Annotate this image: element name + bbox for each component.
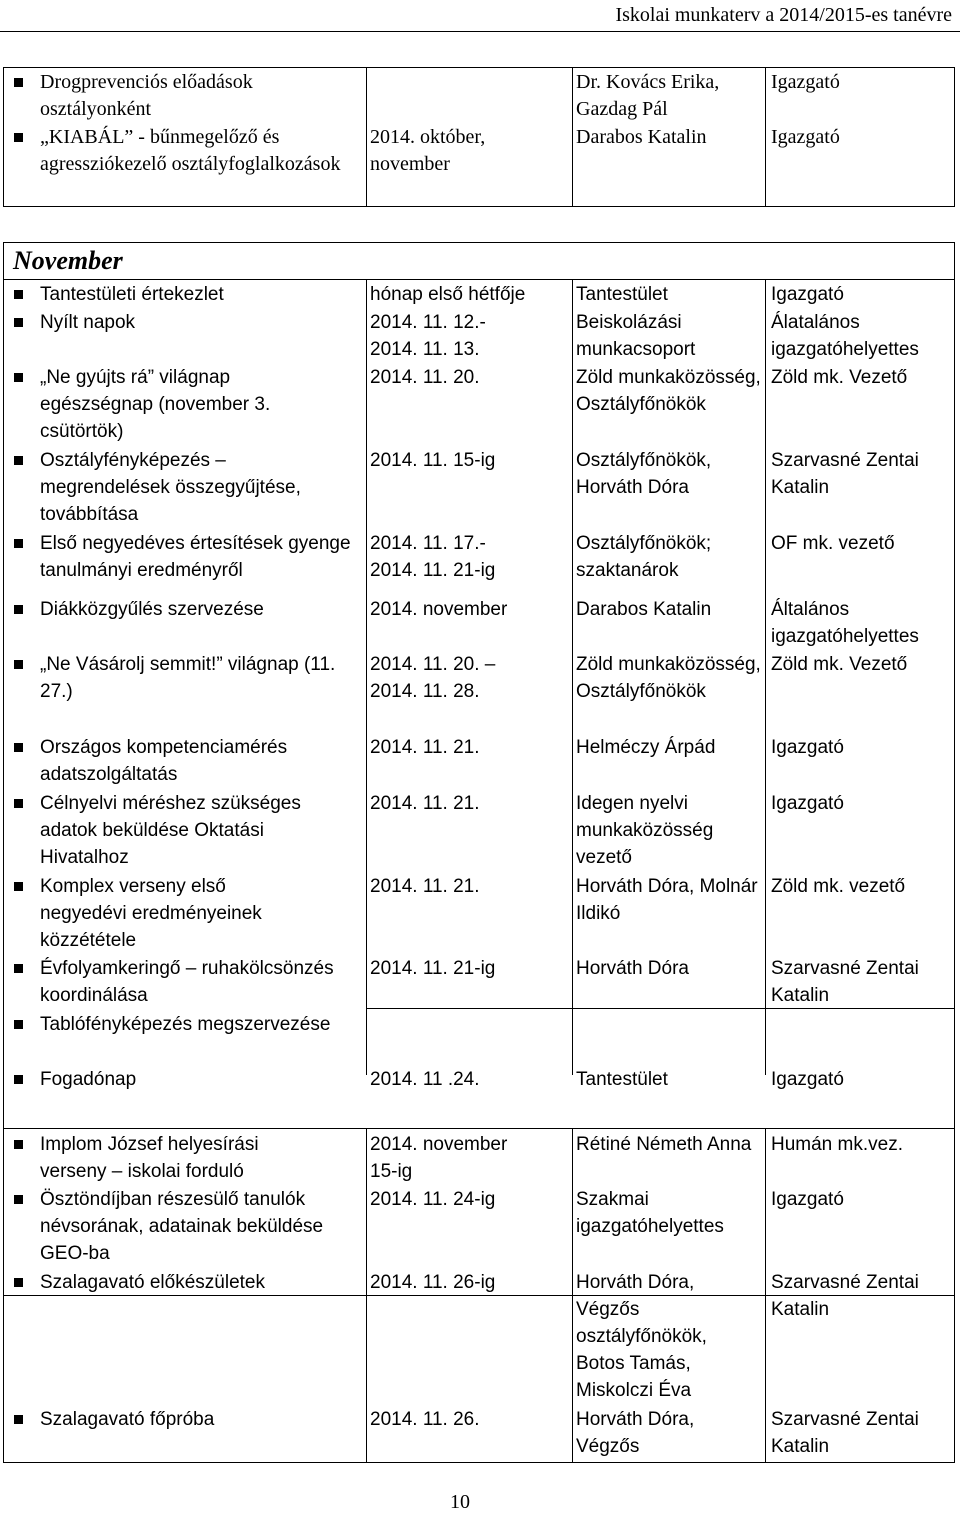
approver-cell: Szarvasné Zentai Katalin bbox=[771, 1272, 919, 1320]
responsible-cell: Dr. Kovács Erika, Gazdag Pál bbox=[576, 71, 720, 120]
responsible-cell: Zöld munkaközösség, Osztályfőnökök bbox=[576, 654, 761, 702]
approver-cell: Szarvasné Zentai Katalin bbox=[771, 958, 919, 1006]
date-cell: hónap első hétfője bbox=[370, 284, 526, 305]
activity-cell: Országos kompetenciamérés adatszolgáltatás bbox=[40, 734, 360, 788]
approver-cell: Zöld mk. Vezető bbox=[771, 654, 908, 675]
month-row-divider bbox=[4, 279, 954, 280]
activity-cell: Ösztöndíjban részesülő tanulók névsorának, adatainak beküldése GEO-ba bbox=[40, 1186, 345, 1267]
approver-cell: Igazgató bbox=[771, 126, 840, 148]
approver-cell: Igazgató bbox=[771, 737, 844, 758]
approver-cell: Humán mk.vez. bbox=[771, 1134, 903, 1155]
header-rule bbox=[0, 31, 960, 32]
date-cell: 2014. november 15-ig bbox=[370, 1134, 508, 1182]
col-divider bbox=[765, 1129, 766, 1462]
activity-cell: Évfolyamkeringő – ruhakölcsönzés koordinálása bbox=[40, 955, 360, 1009]
col-divider bbox=[366, 1129, 367, 1462]
date-cell: 2014. 11. 26-ig bbox=[370, 1272, 496, 1293]
activity-cell: Szalagavató előkészületek bbox=[40, 1269, 360, 1296]
approver-cell: OF mk. vezető bbox=[771, 533, 895, 554]
approver-cell: Általános igazgatóhelyettes bbox=[771, 599, 919, 647]
date-cell: 2014. október, november bbox=[370, 126, 486, 175]
activity-cell: „Ne gyújts rá” világnap egészségnap (november 3. csütörtök) bbox=[40, 364, 295, 445]
responsible-cell: Osztályfőnökök, Horváth Dóra bbox=[576, 450, 712, 498]
activity-cell: „Ne Vásárolj semmit!” világnap (11. 27.) bbox=[40, 651, 358, 705]
date-cell: 2014. 11. 21. bbox=[370, 793, 480, 814]
approver-cell: Zöld mk. Vezető bbox=[771, 367, 908, 388]
responsible-cell: Darabos Katalin bbox=[576, 599, 712, 620]
approver-cell: Álatalános igazgatóhelyettes bbox=[771, 312, 919, 360]
responsible-cell: Helméczy Árpád bbox=[576, 737, 716, 758]
approver-cell: Igazgató bbox=[771, 793, 844, 814]
page-header-title: Iskolai munkaterv a 2014/2015-es tanévre bbox=[615, 4, 952, 26]
activity-cell: Első negyedéves értesítések gyenge tanulmányi eredményről bbox=[40, 530, 360, 584]
responsible-cell: Horváth Dóra, Végzős bbox=[576, 1409, 695, 1457]
col-divider bbox=[765, 279, 766, 1075]
col-divider bbox=[572, 1129, 573, 1462]
activity-cell: Drogprevenciós előadások osztályonként bbox=[40, 69, 350, 123]
page-number: 10 bbox=[450, 1491, 470, 1513]
responsible-cell: Tantestület bbox=[576, 1069, 668, 1090]
approver-cell: Szarvasné Zentai Katalin bbox=[771, 1409, 919, 1457]
approver-cell: Igazgató bbox=[771, 284, 844, 305]
activity-cell: Implom József helyesírási verseny – iskolai forduló bbox=[40, 1131, 300, 1185]
activity-cell: Fogadónap bbox=[40, 1066, 360, 1093]
col-divider bbox=[366, 279, 367, 1075]
responsible-cell: Rétiné Németh Anna bbox=[576, 1134, 752, 1155]
responsible-cell: Szakmai igazgatóhelyettes bbox=[576, 1189, 724, 1237]
col-divider bbox=[765, 68, 766, 206]
activity-cell: Nyílt napok bbox=[40, 309, 360, 336]
date-cell: 2014. 11. 21-ig bbox=[370, 958, 496, 979]
date-cell: 2014. 11. 17.- 2014. 11. 21-ig bbox=[370, 533, 496, 581]
date-cell: 2014. 11. 12.- 2014. 11. 13. bbox=[370, 312, 486, 360]
activity-cell: Komplex verseny első negyedévi eredményeinek közzététele bbox=[40, 873, 310, 954]
responsible-cell: Darabos Katalin bbox=[576, 126, 707, 148]
approver-cell: Zöld mk. vezető bbox=[771, 876, 906, 897]
activity-cell: Diákközgyűlés szervezése bbox=[40, 596, 360, 623]
date-cell: 2014. 11. 20. – 2014. 11. 28. bbox=[370, 654, 496, 702]
approver-cell: Igazgató bbox=[771, 1069, 844, 1090]
date-cell: 2014. 11. 21. bbox=[370, 876, 480, 897]
responsible-cell: Beiskolázási munkacsoport bbox=[576, 312, 696, 360]
date-cell: 2014. 11 .24. bbox=[370, 1069, 480, 1090]
col-divider bbox=[366, 68, 367, 206]
approver-cell: Igazgató bbox=[771, 71, 840, 93]
date-cell: 2014. 11. 21. bbox=[370, 737, 480, 758]
approver-cell: Szarvasné Zentai Katalin bbox=[771, 450, 919, 498]
activity-cell: Célnyelvi méréshez szükséges adatok beküldése Oktatási Hivatalhoz bbox=[40, 790, 345, 871]
date-cell: 2014. 11. 24-ig bbox=[370, 1189, 496, 1210]
month-heading: November bbox=[13, 246, 123, 275]
responsible-cell: Idegen nyelvi munkaközösség vezető bbox=[576, 793, 714, 868]
activity-cell: „KIABÁL” - bűnmegelőző és agressziókezelő osztályfoglalkozások bbox=[40, 124, 345, 178]
approver-cell: Igazgató bbox=[771, 1189, 844, 1210]
responsible-cell: Horváth Dóra, Végzős osztályfőnökök, Botos Tamás, Miskolczi Éva bbox=[576, 1272, 707, 1401]
date-cell: 2014. 11. 26. bbox=[370, 1409, 480, 1430]
responsible-cell: Osztályfőnökök; szaktanárok bbox=[576, 533, 712, 581]
responsible-cell: Zöld munkaközösség, Osztályfőnökök bbox=[576, 367, 761, 415]
date-cell: 2014. november bbox=[370, 599, 508, 620]
date-cell: 2014. 11. 20. bbox=[370, 367, 480, 388]
responsible-cell: Horváth Dóra bbox=[576, 958, 689, 979]
col-divider bbox=[572, 68, 573, 206]
activity-cell: Osztályfényképezés – megrendelések összegyűjtése, továbbítása bbox=[40, 447, 340, 528]
activity-cell: Tablófényképezés megszervezése bbox=[40, 1011, 340, 1038]
col-divider bbox=[572, 279, 573, 1075]
responsible-cell: Horváth Dóra, Molnár Ildikó bbox=[576, 876, 758, 924]
activity-cell: Tantestületi értekezlet bbox=[40, 281, 360, 308]
responsible-cell: Tantestület bbox=[576, 284, 668, 305]
date-cell: 2014. 11. 15-ig bbox=[370, 450, 496, 471]
activity-cell: Szalagavató főpróba bbox=[40, 1406, 360, 1433]
